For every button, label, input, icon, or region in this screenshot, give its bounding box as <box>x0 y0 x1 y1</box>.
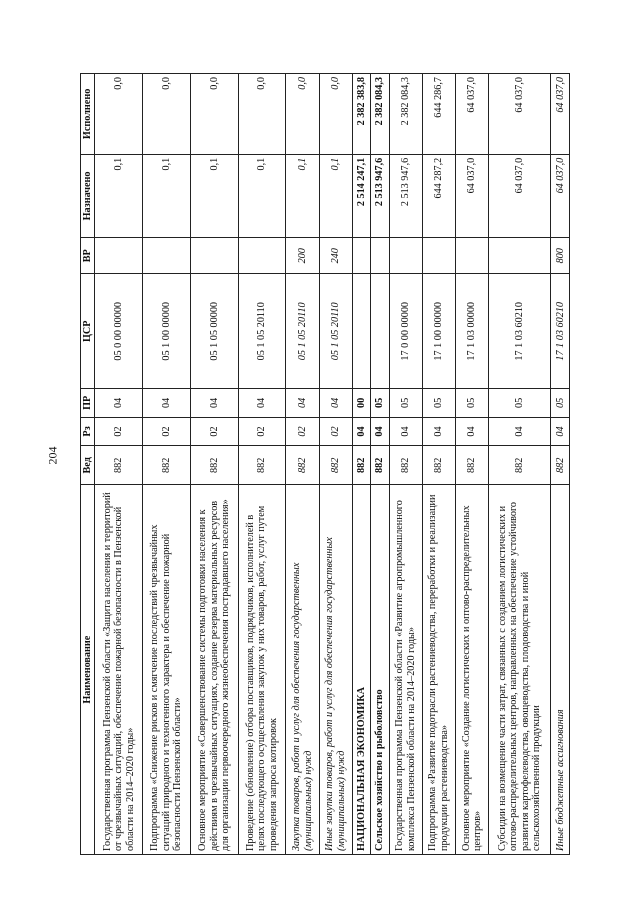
header-isp: Исполнено <box>81 74 95 155</box>
table-row <box>286 74 319 855</box>
cell-csr <box>371 274 389 389</box>
cell-name: Основное мероприятие «Создание логистических и оптово-распределительных центров» <box>455 485 488 855</box>
cell-rz: 04 <box>352 417 370 446</box>
header-ved: Вед <box>81 446 95 485</box>
table-row <box>455 74 488 855</box>
cell-vr <box>190 238 238 274</box>
cell-isp: 2 382 084,3 <box>389 74 422 155</box>
cell-vr <box>143 238 191 274</box>
header-vr: ВР <box>81 238 95 274</box>
cell-isp: 0,0 <box>286 74 319 155</box>
cell-vr <box>422 238 455 274</box>
cell-ved: 882 <box>190 446 238 485</box>
cell-ved: 882 <box>352 446 370 485</box>
cell-csr: 05 1 00 00000 <box>143 274 191 389</box>
cell-ved: 882 <box>286 446 319 485</box>
cell-vr <box>352 238 370 274</box>
cell-rz: 04 <box>422 417 455 446</box>
cell-ved: 882 <box>422 446 455 485</box>
table-row <box>489 74 551 855</box>
cell-vr: 800 <box>551 238 570 274</box>
cell-nazn: 644 287,2 <box>422 154 455 237</box>
table-row <box>143 74 191 855</box>
table-row <box>389 74 422 855</box>
cell-name: Государственная программа Пензенской области «Защита населения и территорий от чрезвычайных ситуаций, обеспечение пожарной безопасности в Пензенской области на 2014–2020 годы» <box>95 485 143 855</box>
cell-pr: 05 <box>371 389 389 418</box>
cell-name: Подпрограмма «Снижение рисков и смягчение последствий чрезвычайных ситуаций природного и техногенного характера и обеспечение пожарной безопасности Пензенской области» <box>143 485 191 855</box>
table-row <box>352 74 370 855</box>
cell-pr: 04 <box>190 389 238 418</box>
header-pr: ПР <box>81 389 95 418</box>
cell-vr: 240 <box>319 238 352 274</box>
cell-nazn: 0,1 <box>238 154 286 237</box>
budget-table <box>80 73 570 855</box>
cell-name: Закупка товаров, работ и услуг для обеспечения государственных (муниципальных) нужд <box>286 485 319 855</box>
cell-pr: 04 <box>143 389 191 418</box>
cell-nazn: 0,1 <box>143 154 191 237</box>
cell-vr <box>455 238 488 274</box>
cell-nazn: 64 037,0 <box>489 154 551 237</box>
cell-isp: 2 382 383,8 <box>352 74 370 155</box>
cell-rz: 02 <box>190 417 238 446</box>
cell-rz: 02 <box>286 417 319 446</box>
cell-nazn: 2 513 947,6 <box>389 154 422 237</box>
cell-name: Иные закупки товаров, работ и услуг для обеспечения государственных (муниципальных) нужд <box>319 485 352 855</box>
page-number: 204 <box>45 446 60 465</box>
cell-csr: 05 1 05 20110 <box>319 274 352 389</box>
cell-pr: 00 <box>352 389 370 418</box>
cell-name: Иные бюджетные ассигнования <box>551 485 570 855</box>
cell-nazn: 2 514 247,1 <box>352 154 370 237</box>
cell-isp: 0,0 <box>95 74 143 155</box>
header-csr: ЦСР <box>81 274 95 389</box>
cell-csr: 17 1 03 00000 <box>455 274 488 389</box>
header-rz: Рз <box>81 417 95 446</box>
cell-name: Проведение (обновление) отбора поставщиков, подрядчиков, исполнителей в целях последующего осуществления закупок у них товаров, работ, услуг путем проведения запроса котировок <box>238 485 286 855</box>
cell-nazn: 0,1 <box>95 154 143 237</box>
cell-pr: 05 <box>551 389 570 418</box>
budget-table-container <box>80 73 570 855</box>
cell-name: Субсидии на возмещение части затрат, связанных с созданием логистических и оптово-распределительных центров, направленных на обеспечение устойчивого развития картофелеводства, овощеводства, плодоводства и иной сельскохозяйственной продукции <box>489 485 551 855</box>
cell-vr: 200 <box>286 238 319 274</box>
cell-isp: 0,0 <box>190 74 238 155</box>
cell-rz: 04 <box>551 417 570 446</box>
table-row <box>319 74 352 855</box>
cell-csr <box>352 274 370 389</box>
cell-csr: 17 1 03 60210 <box>551 274 570 389</box>
cell-ved: 882 <box>389 446 422 485</box>
cell-name: Сельское хозяйство и рыболовство <box>371 485 389 855</box>
cell-pr: 04 <box>286 389 319 418</box>
cell-ved: 882 <box>455 446 488 485</box>
cell-isp: 64 037,0 <box>489 74 551 155</box>
table-header-row <box>81 74 95 855</box>
cell-csr: 17 1 03 60210 <box>489 274 551 389</box>
table-row <box>238 74 286 855</box>
cell-rz: 04 <box>389 417 422 446</box>
cell-pr: 05 <box>455 389 488 418</box>
cell-pr: 05 <box>389 389 422 418</box>
cell-vr <box>489 238 551 274</box>
cell-ved: 882 <box>143 446 191 485</box>
cell-pr: 04 <box>319 389 352 418</box>
cell-vr <box>371 238 389 274</box>
cell-isp: 2 382 084,3 <box>371 74 389 155</box>
cell-rz: 04 <box>455 417 488 446</box>
cell-ved: 882 <box>371 446 389 485</box>
cell-rz: 02 <box>319 417 352 446</box>
cell-rz: 02 <box>238 417 286 446</box>
cell-ved: 882 <box>319 446 352 485</box>
cell-ved: 882 <box>238 446 286 485</box>
cell-csr: 05 1 05 20110 <box>286 274 319 389</box>
cell-name: Основное мероприятие «Совершенствование системы подготовки населения к действиям в чрезвычайных ситуациях, создание резерва материальных ресурсов для организации первоочередного жизнеобеспечения пострадавшего населения» <box>190 485 238 855</box>
cell-csr: 17 1 00 00000 <box>422 274 455 389</box>
cell-pr: 05 <box>422 389 455 418</box>
cell-isp: 0,0 <box>238 74 286 155</box>
cell-nazn: 64 037,0 <box>551 154 570 237</box>
cell-name: НАЦИОНАЛЬНАЯ ЭКОНОМИКА <box>352 485 370 855</box>
cell-rz: 04 <box>489 417 551 446</box>
cell-vr <box>95 238 143 274</box>
cell-name: Государственная программа Пензенской области «Развитие агропромышленного комплекса Пензенской области на 2014–2020 годы» <box>389 485 422 855</box>
cell-pr: 04 <box>95 389 143 418</box>
cell-nazn: 0,1 <box>319 154 352 237</box>
table-row <box>371 74 389 855</box>
table-row <box>190 74 238 855</box>
cell-nazn: 0,1 <box>190 154 238 237</box>
cell-vr <box>389 238 422 274</box>
cell-rz: 02 <box>95 417 143 446</box>
table-row <box>95 74 143 855</box>
cell-name: Подпрограмма «Развитие подотрасли растениеводства, переработки и реализации продукции растениеводства» <box>422 485 455 855</box>
cell-isp: 64 037,0 <box>455 74 488 155</box>
cell-csr: 17 0 00 00000 <box>389 274 422 389</box>
header-nazn: Назначено <box>81 154 95 237</box>
cell-rz: 04 <box>371 417 389 446</box>
cell-isp: 644 286,7 <box>422 74 455 155</box>
header-name: Наименование <box>81 485 95 855</box>
cell-isp: 0,0 <box>319 74 352 155</box>
cell-pr: 05 <box>489 389 551 418</box>
cell-ved: 882 <box>95 446 143 485</box>
cell-ved: 882 <box>551 446 570 485</box>
cell-csr: 05 0 00 00000 <box>95 274 143 389</box>
cell-csr: 05 1 05 20110 <box>238 274 286 389</box>
table-row <box>551 74 570 855</box>
cell-nazn: 64 037,0 <box>455 154 488 237</box>
cell-vr <box>238 238 286 274</box>
table-row <box>422 74 455 855</box>
cell-pr: 04 <box>238 389 286 418</box>
cell-nazn: 0,1 <box>286 154 319 237</box>
cell-csr: 05 1 05 00000 <box>190 274 238 389</box>
cell-rz: 02 <box>143 417 191 446</box>
cell-isp: 0,0 <box>143 74 191 155</box>
cell-nazn: 2 513 947,6 <box>371 154 389 237</box>
cell-isp: 64 037,0 <box>551 74 570 155</box>
cell-ved: 882 <box>489 446 551 485</box>
